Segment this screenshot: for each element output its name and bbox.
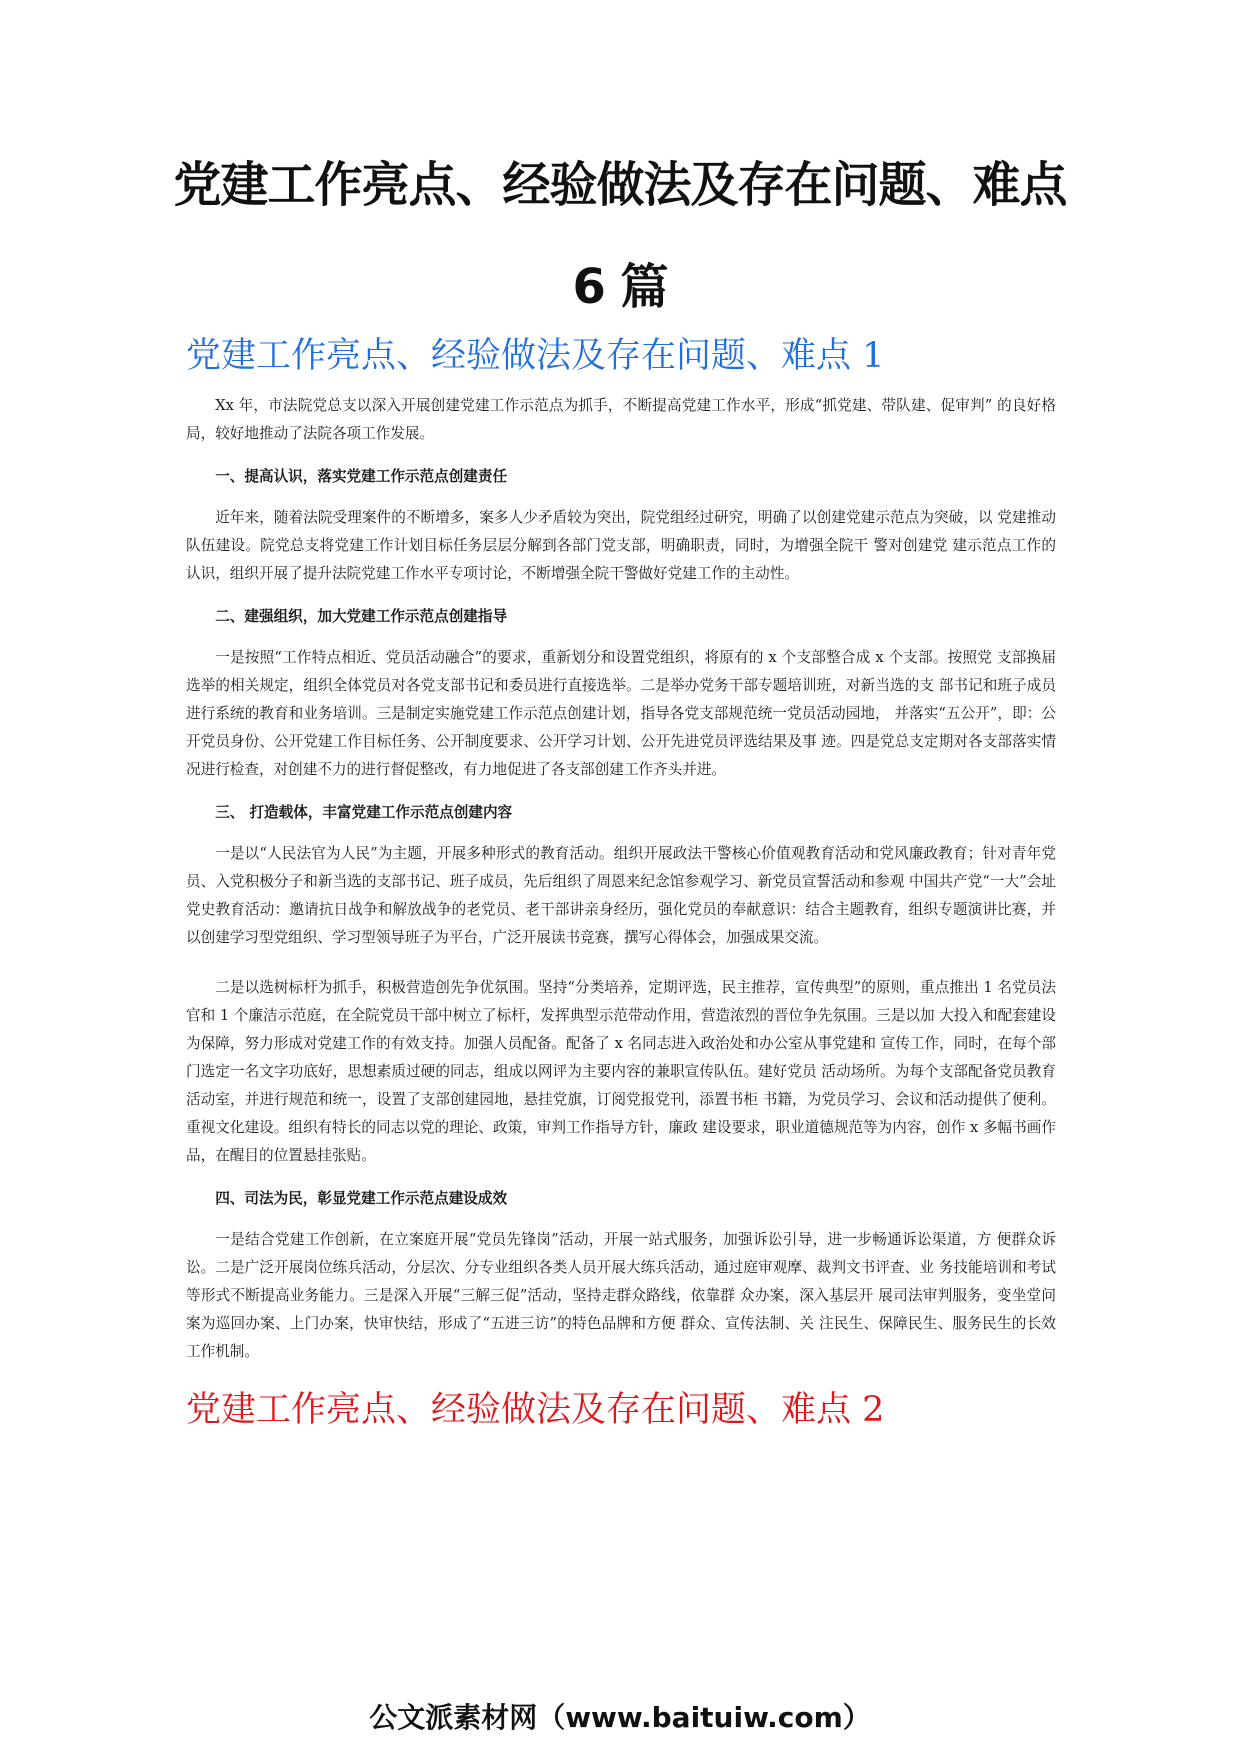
section-1-body (186, 392, 1056, 1366)
part-3-heading: 三、 打造载体，丰富党建工作示范点创建内容 (215, 804, 513, 821)
part-4-paragraph: 一是结合党建工作创新，在立案庭开展“党员先锋岗”活动，开展一站式服务，加强诉讼引导，进一步畅通诉讼渠道，方 便群众诉讼。二是广泛开展岗位练兵活动，分层次、分专业组织各类人员开展大练兵活动，通过庭审观摩、裁判文书评查、业 务技能培训和考试等形式不断提高业务能力。三是深入开展“三解三促”活动，坚持走群众路线，依靠群 众办案，深入基层开 展司法审判服务，变坐堂问案为巡回办案、上门办案，快审快结，形成了“五进三访”的特色品牌和方便 群众、宣传法制、关 注民生、保障民生、服务民生的长效工作机制。 (186, 1231, 1056, 1360)
part-3-paragraph-1: 一是以“人民法官为人民”为主题，开展多种形式的教育活动。组织开展政法干警核心价值观教育活动和党风廉政教育；针对青年党员、入党积极分子和新当选的支部书记、班子成员，先后组织了周恩来纪念馆参观学习、新党员宣誓活动和参观 中国共产党“一大”会址党史教育活动：邀请抗日战争和解放战争的老党员、老干部讲亲身经历，强化党员的奉献意识：结合主题教育，组织专题演讲比赛，并以创建学习型党组织、学习型领导班子为平台，广泛开展读书竞赛，撰写心得体会，加强成果交流。 (186, 845, 1056, 946)
document-title-line-1: 党建工作亮点、经验做法及存在问题、难点 (173, 157, 1067, 213)
part-1-paragraph: 近年来，随着法院受理案件的不断增多，案多人少矛盾较为突出，院党组经过研究，明确了以创建党建示范点为突破，以 党建推动队伍建设。院党总支将党建工作计划目标任务层层分解到各部门党支部，明确职责，同时，为增强全院干 警对创建党 建示范点工作的认识，组织开展了提升法院党建工作水平专项讨论，不断增强全院干警做好党建工作的主动性。 (186, 509, 1056, 582)
section-1-heading: 党建工作亮点、经验做法及存在问题、难点 1 (186, 336, 885, 376)
part-4-heading: 四、司法为民，彰显党建工作示范点建设成效 (215, 1190, 508, 1207)
part-1-heading: 一、提高认识，落实党建工作示范点创建责任 (215, 468, 508, 485)
part-2-heading: 二、建强组织，加大党建工作示范点创建指导 (215, 608, 508, 625)
footer-watermark: 公文派素材网（www.baituiw.com） (369, 1701, 871, 1734)
intro-paragraph: Xx 年，市法院党总支以深入开展创建党建工作示范点为抓手，不断提高党建工作水平，形成“抓党建、带队建、促审判” 的良好格局，较好地推动了法院各项工作发展。 (186, 397, 1056, 442)
document-title-line-2: 6 篇 (572, 259, 668, 315)
part-2-paragraph: 一是按照“工作特点相近、党员活动融合”的要求，重新划分和设置党组织，将原有的 x 个支部整合成 x 个支部。按照党 支部换届选举的相关规定，组织全体党员对各党支部书记和委员进行直接选举。二是举办党务干部专题培训班，对新当选的支 部书记和班子成员进行系统的教育和业务培训。三是制定实施党建工作示范点创建计划，指导各党支部规范统一党员活动园地， 并落实“五公开”，即：公开党员身份、公开党建工作目标任务、公开制度要求、公开学习计划、公开先进党员评选结果及事 迹。四是党总支定期对各支部落实情况进行检查，对创建不力的进行督促整改，有力地促进了各支部创建工作齐头并进。 (186, 649, 1056, 778)
section-2-heading: 党建工作亮点、经验做法及存在问题、难点 2 (186, 1390, 885, 1430)
part-3-paragraph-2: 二是以选树标杆为抓手，积极营造创先争优氛围。坚持“分类培养，定期评选，民主推荐，宣传典型”的原则，重点推出 1 名党员法官和 1 个廉洁示范庭，在全院党员干部中树立了标杆，发挥典型示范带动作用，营造浓烈的晋位争先氛围。三是以加 大投入和配套建设为保障，努力形成对党建工作的有效支持。加强人员配备。配备了 x 名同志进入政治处和办公室从事党建和 宣传工作，同时，在每个部门选定一名文字功底好，思想素质过硬的同志，组成以网评为主要内容的兼职宣传队伍。建好党员 活动场所。为每个支部配备党员教育活动室，并进行规范和统一，设置了支部创建园地，悬挂党旗，订阅党报党刊，添置书柜 书籍，为党员学习、会议和活动提供了便利。重视文化建设。组织有特长的同志以党的理论、政策，审判工作指导方针，廉政 建设要求，职业道德规范等为内容，创作 x 多幅书画作品，在醒目的位置悬挂张贴。 (186, 979, 1056, 1164)
